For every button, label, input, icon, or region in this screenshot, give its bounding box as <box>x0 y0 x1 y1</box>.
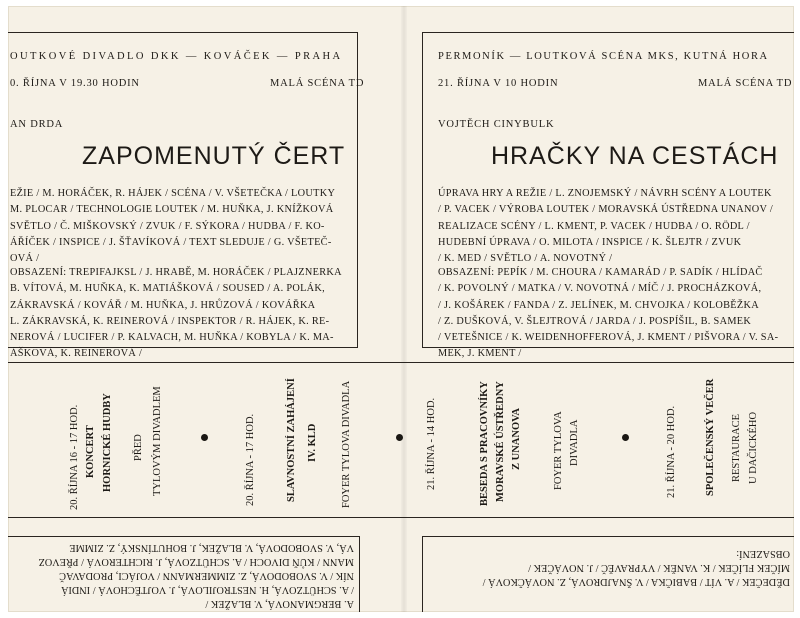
cast-line: MEK, J. KMENT / <box>438 348 522 360</box>
cast-line: ÁŠKOVÁ, K. REINEROVÁ / <box>10 348 143 360</box>
cast-line: NÍK / V. SVOBODOVÁ, Z. ZIMMERMANN / VOJÁCI, PRODAVAČ <box>59 570 354 581</box>
event-date: 21. ŘÍJNA - 20 HOD. <box>666 405 677 498</box>
credit-line: HUDEBNÍ ÚPRAVA / O. MILOTA / INSPICE / K. ŠLEJTR / ZVUK <box>438 236 742 248</box>
event-name: HORNICKÉ HUDBY <box>102 393 113 492</box>
cast-line: L. ZÁKRAVSKÁ, K. REINEROVÁ / INSPEKTOR / R. HÁJEK, K. RE- <box>10 315 330 327</box>
bottom-right-cast <box>428 546 790 588</box>
event-place: DIVADLA <box>569 419 580 466</box>
cast-line: NEROVÁ / LUCIFER / P. KALVACH, M. HUŇKA / KOBYLA / K. MA- <box>10 332 334 344</box>
event-place: FOYER TYLOVA <box>553 411 564 490</box>
credit-line: EŽIE / M. HORÁČEK, R. HÁJEK / SCÉNA / V. VŠETEČKA / LOUTKY <box>10 188 336 199</box>
right-date: 21. ŘÍJNA V 10 HODIN <box>438 78 559 89</box>
event-name: SLAVNOSTNÍ ZAHÁJENÍ <box>286 378 297 502</box>
left-venue: MALÁ SCÉNA TD <box>270 78 365 89</box>
left-header: OUTKOVÉ DIVADLO DKK — KOVÁČEK — PRAHA <box>10 51 343 62</box>
paper-fold <box>401 6 407 612</box>
right-header: PERMONÍK — LOUTKOVÁ SCÉNA MKS, KUTNÁ HORA <box>438 51 769 62</box>
credit-line: / P. VACEK / VÝROBA LOUTEK / MORAVSKÁ ÚSTŘEDNA UNANOV / <box>438 204 774 216</box>
cast-line: OBSAZENÍ: PEPÍK / M. CHOURA / KAMARÁD / P. SADÍK / HLÍDAČ <box>438 267 763 278</box>
punch-hole <box>396 434 403 441</box>
event-date: 21. ŘÍJNA - 14 HOD. <box>426 397 437 490</box>
cast-line: ZÁKRAVSKÁ / KOVÁŘ / M. HUŇKA, J. HRŮZOVÁ / KOVÁŘKA <box>10 299 316 311</box>
right-author: VOJTĚCH CINYBULK <box>438 119 555 130</box>
event-date: 20. ŘÍJNA 16 - 17 HOD. <box>69 404 80 510</box>
left-credits <box>10 186 335 267</box>
right-cast <box>438 265 778 363</box>
cast-line: VÁ, V. SVOBODOVÁ, V. BLAŽEK, J. BOHUTÍNSKÝ, Z. ZIMME <box>69 542 354 553</box>
event-place: U DAČICKÉHO <box>748 411 759 484</box>
cast-line: / VETEŠNICE / K. WEIDENHOFFEROVÁ, J. KMENT / PIŠVORA / V. SA- <box>438 332 779 344</box>
left-cast <box>10 265 342 363</box>
cast-line: / J. KOŠÁREK / FANDA / Z. JELÍNEK, M. CHVOJKA / KOLOBĚŽKA <box>438 299 759 311</box>
bottom-left-cast <box>12 540 354 610</box>
event-name: IV. KLD <box>307 423 318 462</box>
cast-line: MANN / KŮŇ DIVOCH / A. SCHÜTZOVÁ, J. RICHTEROVÁ / PŘEVOZ <box>38 556 354 567</box>
cast-line: / K. POVOLNÝ / MATKA / V. NOVOTNÁ / MÍČ / J. PROCHÁZKOVÁ, <box>438 283 762 295</box>
credit-line: SVĚTLO / Č. MIŠKOVSKÝ / ZVUK / F. SÝKORA / HUDBA / F. KO- <box>10 220 325 232</box>
cast-line: OBSAZENÍ: <box>736 548 790 559</box>
event-name: BESEDA S PRACOVNÍKY <box>479 381 490 506</box>
right-credits <box>438 186 773 267</box>
cast-line: B. VÍTOVÁ, M. HUŇKA, K. MATIÁŠKOVÁ / SOUSED / A. POLÁK, <box>10 283 326 295</box>
event-place: PŘED <box>133 434 144 461</box>
cast-line: MÍČEK FLÍČEK / K. VANĚK / VYPRAVĚČ / J. NOVÁČEK / <box>528 562 790 573</box>
cast-line: / A. SCHÜTZOVÁ, H. NESTROJILOVÁ, J. VOJTĚCHOVÁ / INDIÁ <box>61 584 354 595</box>
cast-line: DĚDEČEK / A. VÍT / BABIČKA / V. ŠNAJDROVÁ, Z. NOVÁČKOVÁ / <box>482 576 790 587</box>
cast-line: OBSAZENÍ: TREPIFAJKSL / J. HRABĚ, M. HORÁČEK / PLAJZNERKA <box>10 267 342 278</box>
credit-line: ÚPRAVA HRY A REŽIE / L. ZNOJEMSKÝ / NÁVRH SCÉNY A LOUTEK <box>438 188 772 199</box>
credit-line: REALIZACE SCÉNY / L. KMENT, P. VACEK / HUDBA / O. RÖDL / <box>438 220 750 232</box>
event-place: TYLOVÝM DIVADLEM <box>152 386 163 496</box>
event-date: 20. ŘÍJNA - 17 HOD. <box>245 413 256 506</box>
event-name: KONCERT <box>85 425 96 478</box>
right-title: HRAČKY NA CESTÁCH <box>491 142 779 170</box>
punch-hole <box>622 434 629 441</box>
credit-line: M. PLOCAR / TECHNOLOGIE LOUTEK / M. HUŇKA, J. KNÍŽKOVÁ <box>10 204 334 216</box>
program-sheet <box>8 6 794 612</box>
event-place: RESTAURACE <box>731 414 742 482</box>
credit-line: ÁŘÍČEK / INSPICE / J. ŠŤAVÍKOVÁ / TEXT SLEDUJE / G. VŠETEČ- <box>10 236 332 248</box>
event-name: Z UNANOVA <box>511 408 522 470</box>
event-place: FOYER TYLOVA DIVADLA <box>341 380 352 508</box>
credit-line: / K. MED / SVĚTLO / A. NOVOTNÝ / <box>438 253 613 265</box>
cast-line: / Z. DUŠKOVÁ, V. ŠLEJTROVÁ / JARDA / J. POSPÍŠIL, B. SAMEK <box>438 315 752 327</box>
left-title: ZAPOMENUTÝ ČERT <box>82 142 346 170</box>
band-top-rule <box>8 362 794 363</box>
band-bottom-rule <box>8 517 794 518</box>
right-venue: MALÁ SCÉNA TD <box>698 78 793 89</box>
event-name: SPOLEČENSKÝ VEČER <box>705 378 716 496</box>
credit-line: OVÁ / <box>10 253 40 265</box>
cast-line: A. BERGMANOVÁ, V. BLAŽEK / <box>205 598 354 609</box>
left-author: AN DRDA <box>10 119 64 130</box>
punch-hole <box>201 434 208 441</box>
event-name: MORAVSKÉ ÚSTŘEDNY <box>495 381 506 502</box>
left-date: 0. ŘÍJNA V 19.30 HODIN <box>10 78 140 89</box>
